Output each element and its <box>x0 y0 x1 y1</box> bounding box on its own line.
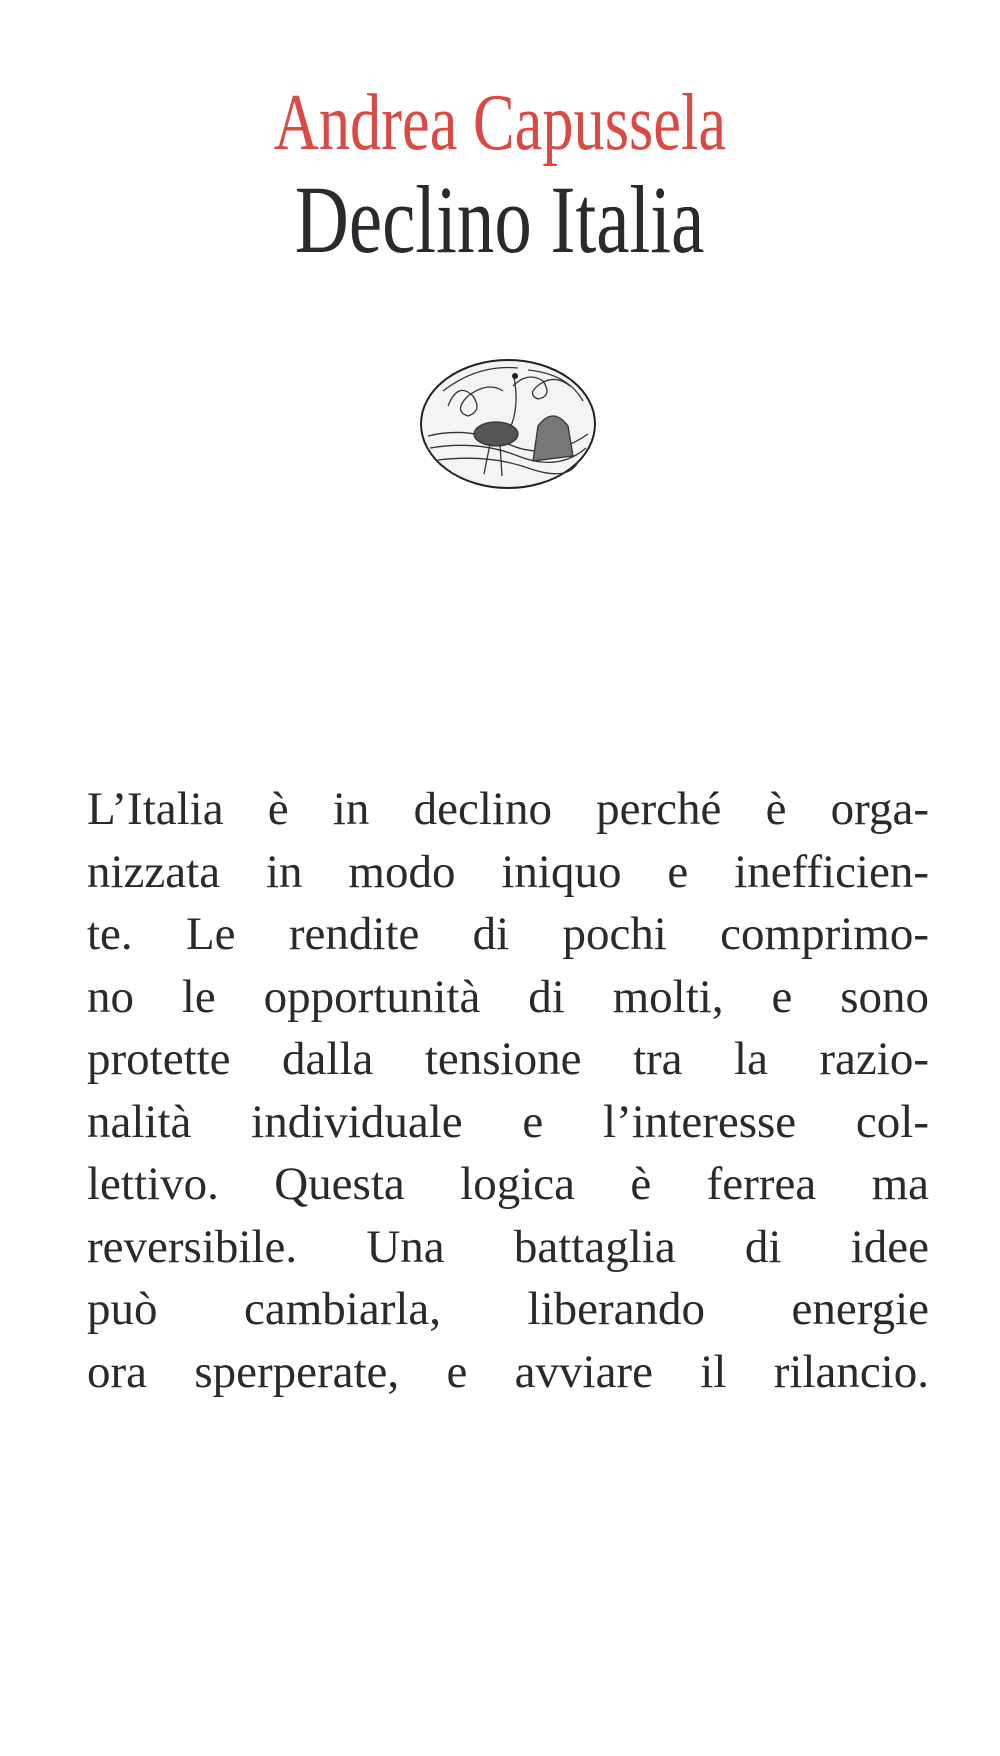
blurb-line: può cambiarla, liberando energie <box>87 1283 929 1335</box>
blurb-line: ora sperperate, e avviare il rilancio. <box>87 1345 929 1398</box>
blurb-line: reversibile. Una battaglia di idee <box>87 1220 929 1273</box>
blurb-line: L’Italia è in declino perché è orga- <box>87 783 929 835</box>
book-title-text: Declino Italia <box>295 166 705 273</box>
author-name <box>0 78 1000 168</box>
blurb-line: no le opportunità di molti, e sono <box>87 970 929 1023</box>
blurb-line: lettivo. Questa logica è ferrea ma <box>87 1158 929 1210</box>
blurb-line: protette dalla tensione tra la razio- <box>87 1033 929 1085</box>
book-title <box>0 166 1000 273</box>
blurb-text <box>87 778 929 1403</box>
author-name-text: Andrea Capussela <box>273 79 727 167</box>
blurb-line: nizzata in modo iniquo e inefficien- <box>87 845 929 898</box>
blurb-line: nalità individuale e l’interesse col- <box>87 1095 929 1148</box>
blurb-line: te. Le rendite di pochi comprimo- <box>87 908 929 960</box>
ostrich-emblem-icon <box>418 356 598 492</box>
